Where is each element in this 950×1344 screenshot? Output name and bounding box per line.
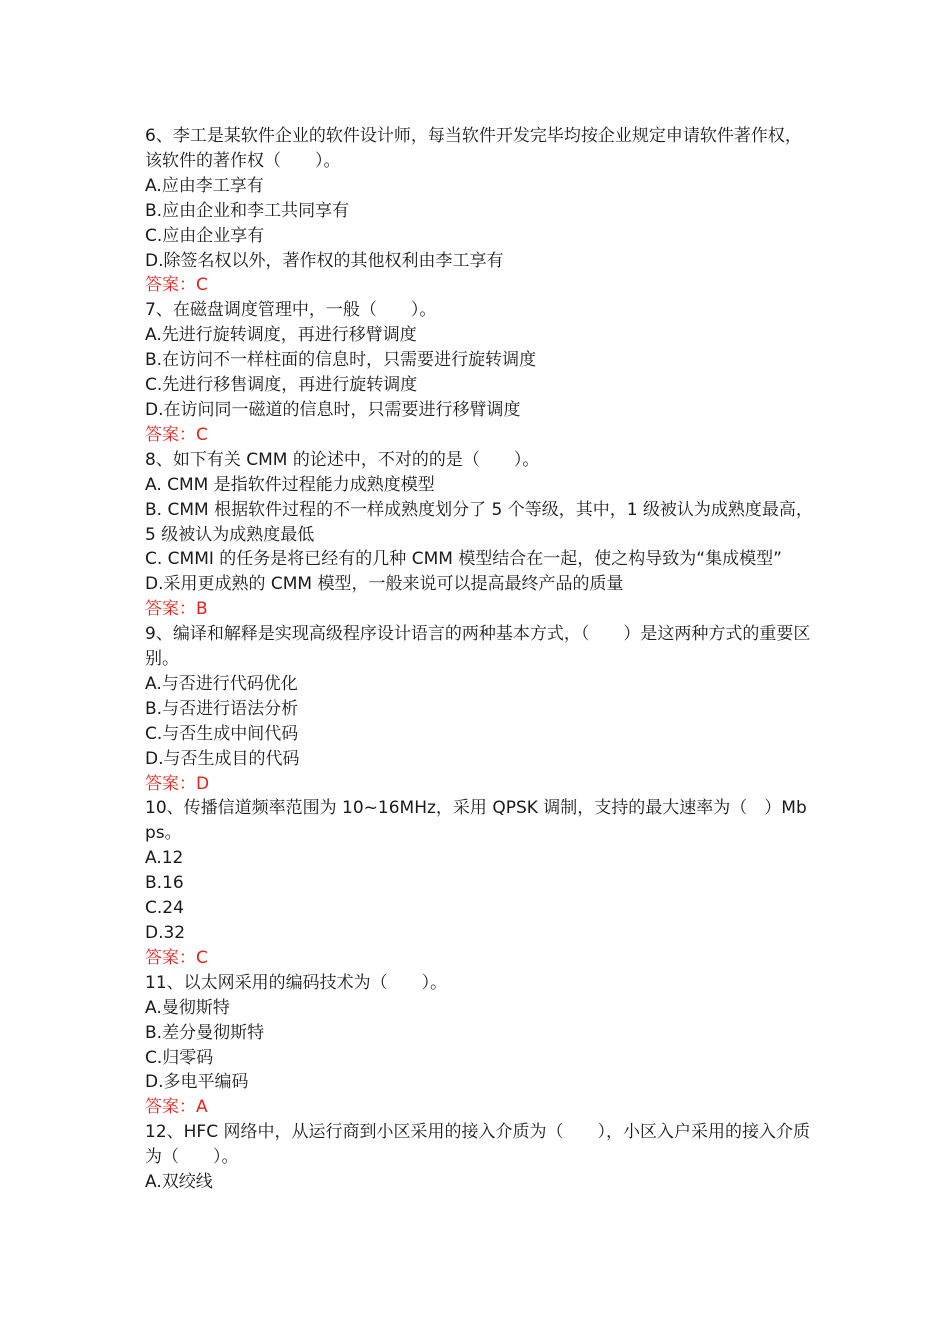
option-c: C.与否生成中间代码 [145,723,299,744]
option-c: C.24 [145,898,184,919]
option-b: B.差分曼彻斯特 [145,1022,265,1043]
option-d: D.32 [145,923,186,943]
question-stem: 12、HFC 网络中，从运行商到小区采用的接入介质为（ ），小区入户采用的接入介质为（ ）。 [145,1122,810,1168]
question-7 [145,298,815,447]
option-b: B.与否进行语法分析 [145,698,299,719]
option-a: A. CMM 是指软件过程能力成熟度模型 [145,474,435,495]
answer: 答案：A [145,1097,208,1118]
question-stem: 10、传播信道频率范围为 10~16MHz，采用 QPSK 调制，支持的最大速率为（ ）Mbps。 [145,798,807,844]
option-c: C.应由企业享有 [145,225,265,246]
option-b: B. CMM 根据软件过程的不一样成熟度划分了 5 个等级，其中，1 级被认为成熟度最高，5 级被认为成熟度最低 [145,499,813,545]
question-stem: 9、编译和解释是实现高级程序设计语言的两种基本方式，（ ）是这两种方式的重要区别。 [145,624,811,670]
option-a: A.与否进行代码优化 [145,673,298,694]
option-a: A.先进行旋转调度，再进行移臂调度 [145,325,417,346]
option-a: A.曼彻斯特 [145,997,230,1018]
answer: 答案：C [145,947,208,968]
option-d: D.多电平编码 [145,1072,249,1093]
question-8 [145,448,815,622]
option-b: B.在访问不一样柱面的信息时，只需要进行旋转调度 [145,350,537,371]
answer: 答案：C [145,424,208,445]
question-stem: 7、在磁盘调度管理中，一般（ ）。 [145,300,437,321]
document-page [145,124,815,1195]
option-d: D.与否生成目的代码 [145,748,300,769]
answer: 答案：D [145,773,210,794]
option-c: C.先进行移售调度，再进行旋转调度 [145,375,418,396]
option-b: B.应由企业和李工共同享有 [145,200,350,221]
option-c: C. CMMI 的任务是将已经有的几种 CMM 模型结合在一起，使之构导致为“集成模型” [145,549,782,570]
question-stem: 8、如下有关 CMM 的论述中，不对的的是（ ）。 [145,449,540,470]
option-a: A.双绞线 [145,1172,213,1193]
option-a: A.应由李工享有 [145,175,264,196]
answer: 答案：B [145,599,208,620]
answer: 答案：C [145,275,208,296]
question-12 [145,1120,815,1195]
option-d: D.除签名权以外，著作权的其他权利由李工享有 [145,250,504,271]
option-d: D.在访问同一磁道的信息时，只需要进行移臂调度 [145,399,521,420]
question-9 [145,622,815,796]
question-11 [145,971,815,1120]
question-stem: 6、李工是某软件企业的软件设计师，每当软件开发完毕均按企业规定申请软件著作权，该软件的著作权（ ）。 [145,126,802,171]
option-c: C.归零码 [145,1047,214,1068]
option-d: D.采用更成熟的 CMM 模型，一般来说可以提高最终产品的质量 [145,574,624,595]
option-b: B.16 [145,873,184,894]
question-stem: 11、以太网采用的编码技术为（ ）。 [145,972,448,993]
question-10 [145,796,815,970]
question-6 [145,124,815,298]
option-a: A.12 [145,848,184,869]
